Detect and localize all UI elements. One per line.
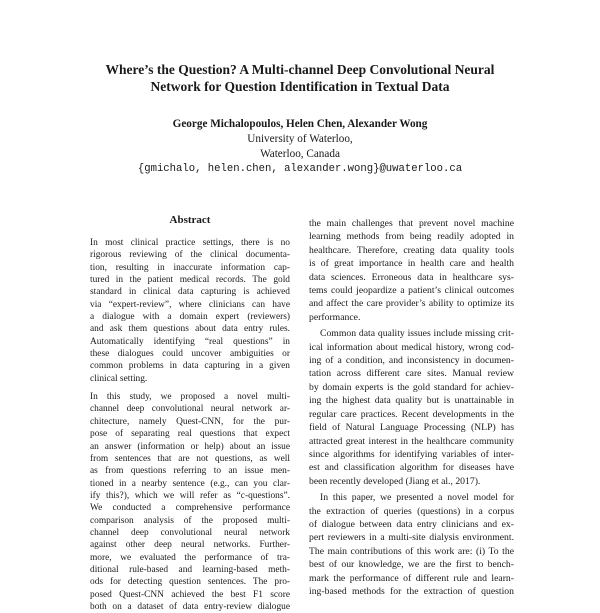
text-line: tured in the patient medical records. The gold (90, 275, 290, 286)
text-line: est and classification algorithm for diseases have (309, 462, 514, 474)
text-line: clinical setting. (90, 373, 148, 384)
affiliation-line: University of Waterloo, (247, 133, 353, 145)
text-line: mark the performance of different rule and learn- (309, 572, 514, 584)
intro-paragraph-3 (309, 491, 514, 598)
text-line: regular care practices. Recent developments in the (309, 408, 514, 420)
text-line: performance. (309, 311, 361, 323)
text-line: ditional rule-based and learning-based meth- (90, 564, 290, 575)
text-line: pose of separating real questions that expect (90, 429, 290, 440)
text-line: ing of a condition, and inconsistency in documen- (309, 355, 514, 367)
text-line: from sentences that are not questions, as well (90, 453, 290, 464)
text-line: since algorithms for identifying variables of inter- (309, 448, 514, 460)
text-line: chitecture, namely Quest-CNN, for the pur- (90, 416, 290, 427)
text-line: of dialogue between data entry clinicians and ex- (309, 518, 514, 530)
text-line: attracted great interest in the healthcare community (309, 435, 514, 447)
text-line: ing-based methods for the extraction of question (309, 585, 514, 597)
text-line: rigorous reviewing of the clinical documenta- (90, 250, 290, 261)
text-line: data sciences. Erroneous data in healthcare sys- (309, 271, 514, 283)
intro-paragraph-1 (309, 217, 514, 324)
text-line: In most clinical practice settings, there is no (90, 238, 290, 248)
text-line: ical information about medical history, wrong cod- (309, 341, 514, 353)
text-line: posed Quest-CNN achieved the best F1 score (90, 589, 290, 600)
text-line: a dialogue with a domain expert (reviewers) (90, 312, 290, 323)
text-line: healthcare. Therefore, creating data quality tools (309, 244, 514, 256)
text-line: via “expert-review”, where clinicians can have (90, 299, 290, 310)
text-line: field of Natural Language Processing (NLP) has (309, 422, 514, 434)
text-line: tems could jeopardize a patient’s clinical outcomes (309, 285, 514, 297)
text-line: the main challenges that prevent novel machine (309, 218, 514, 229)
text-line: standard in clinical data capturing is achieved (90, 287, 290, 298)
text-line: and ask them questions about data entry rules. (90, 324, 290, 335)
intro-paragraph-2 (309, 327, 514, 488)
text-line: The main contributions of this work are: (i) To the (309, 545, 514, 557)
text-line: and affect the care provider’s ability to optimize its (309, 298, 514, 310)
text-line: as from questions referring to an issue men- (90, 466, 290, 477)
text-line: ing the highest data quality but is unattainable in (309, 395, 514, 407)
text-line: more, we evaluated the performance of tra- (90, 552, 290, 563)
author-emails: {gmichalo, helen.chen, alexander.wong}@uwaterloo.ca (137, 163, 463, 175)
text-line: ify this?), which we will refer as “c-questions”. (90, 490, 290, 501)
text-line: learning methods from being readily adopted in (309, 231, 514, 243)
text-line: We conducted a comprehensive performance (90, 503, 290, 514)
text-line: Automatically identifying “real questions” in (90, 336, 290, 347)
text-line: the extraction of queries (questions) in a corpus (309, 505, 514, 517)
text-line: tation across different care sites. Manual review (309, 368, 514, 380)
text-line: pert reviewers in a multi-site dialysis environment. (309, 532, 514, 544)
left-column (90, 213, 290, 613)
text-line: ods for detecting question sentences. The pro- (90, 577, 290, 588)
abstract-paragraph-1 (90, 237, 290, 385)
text-line: channel deep convolutional neural network ar- (90, 404, 290, 415)
title-line: Where’s the Question? A Multi-channel Deep Convolutional Neural (105, 62, 495, 77)
abstract-paragraph-2 (90, 391, 290, 613)
text-line: comparison analysis of the proposed multi- (90, 515, 290, 526)
text-line: common problems in data capturing in a given (90, 361, 290, 372)
text-line: against other deep neural networks. Further- (90, 540, 290, 551)
text-line: is of great importance in health care and health (309, 258, 514, 270)
text-line: these dialogues could uncover ambiguities or (90, 349, 290, 360)
text-line: by domain experts is the gold standard for achiev- (309, 381, 514, 393)
author-block (40, 117, 560, 177)
affiliation-line: Waterloo, Canada (260, 148, 340, 160)
author-names: George Michalopoulos, Helen Chen, Alexander Wong (172, 118, 428, 130)
text-line: been recently developed (Jiang et al., 2017). (309, 475, 481, 487)
text-line: In this paper, we presented a novel model for (320, 492, 514, 504)
title-line: Network for Question Identification in Textual Data (150, 79, 450, 94)
paper-title (40, 61, 560, 95)
right-column (309, 217, 514, 598)
abstract-heading: Abstract (169, 214, 211, 226)
text-line: both on a dataset of data entry-review dialogue (90, 601, 290, 612)
text-line: tion, resulting in inaccurate information cap- (90, 262, 290, 273)
text-line: best of our knowledge, we are the first to bench- (309, 559, 514, 571)
text-line: Common data quality issues include missing crit- (320, 328, 514, 340)
text-line: channel deep convolutional neural network (90, 527, 290, 538)
text-line: In this study, we proposed a novel multi- (90, 392, 290, 403)
text-line: an answer (information or help) about an issue (90, 441, 290, 452)
text-line: tioned in a nearby sentence (e.g., can you clar- (90, 478, 290, 489)
